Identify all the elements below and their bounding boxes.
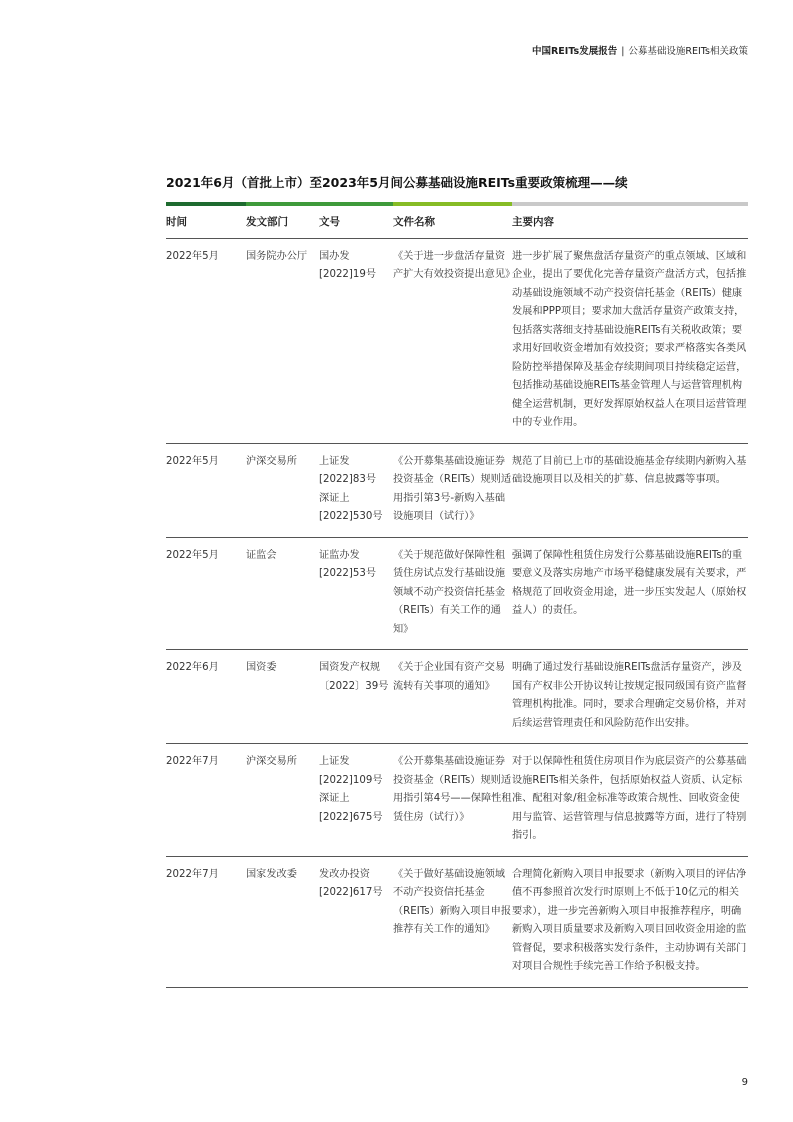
cell-doc: [319, 238, 393, 443]
cell-date: 2022年7月: [166, 856, 246, 987]
table-row: [166, 238, 748, 443]
table-row: [166, 443, 748, 537]
table-row: [166, 856, 748, 987]
header-section-title: 公募基础设施REITs相关政策: [628, 46, 748, 57]
header-separator: |: [621, 46, 625, 57]
doc-number: 上证发[2022]109号: [319, 756, 383, 786]
header-color-bar: [166, 202, 748, 206]
page-number: 9: [741, 1077, 748, 1088]
cell-date: 2022年5月: [166, 537, 246, 650]
cell-content: 强调了保障性租赁住房发行公募基础设施REITs的重要意义及落实房地产市场平稳健康发展有关要求，严格规范了回收资金用途，进一步压实发起人（原始权益人）的责任。: [512, 537, 748, 650]
cell-dept: 国务院办公厅: [246, 238, 319, 443]
table-row: [166, 537, 748, 650]
cell-content: 进一步扩展了聚焦盘活存量资产的重点领域、区域和企业，提出了要优化完善存量资产盘活方式，包括推动基础设施领域不动产投资信托基金（REITs）健康发展和PPP项目；要求加大盘活存量资产政策支持，包括落实落细支持基础设施REITs有关税收政策；要求用好回收资金增加有效投资；要求严格落实各类风险防控举措保障及基金存续期间项目持续稳定运营，包括推动基础设施REITs基金管理人与运营管理机构健全运营机制，更好发挥原始权益人在项目运营管理中的专业作用。: [512, 238, 748, 443]
table-row: [166, 650, 748, 744]
cell-doc: [319, 856, 393, 987]
cell-date: 2022年6月: [166, 650, 246, 744]
table-header-row: [166, 208, 748, 238]
cell-date: 2022年7月: [166, 744, 246, 857]
cell-doc-name: 《公开募集基础设施证券投资基金（REITs）规则适用指引第3号-新购入基础设施项目（试行）》: [393, 443, 512, 537]
color-bar-segment-1: [166, 202, 246, 206]
column-header-content: 主要内容: [512, 208, 748, 238]
cell-doc-name: 《公开募集基础设施证券投资基金（REITs）规则适用指引第4号——保障性租赁住房（试行）》: [393, 744, 512, 857]
doc-number: 国资发产权规〔2022〕39号: [319, 662, 389, 692]
column-header-name: 文件名称: [393, 208, 512, 238]
cell-dept: 国家发改委: [246, 856, 319, 987]
table-title: 2021年6月（首批上市）至2023年5月间公募基础设施REITs重要政策梳理——续: [166, 175, 628, 190]
doc-number: 国办发[2022]19号: [319, 250, 377, 280]
cell-date: 2022年5月: [166, 238, 246, 443]
table-row: [166, 744, 748, 857]
color-bar-segment-3: [393, 202, 512, 206]
column-header-dept: 发文部门: [246, 208, 319, 238]
header-report-title: 中国REITs发展报告: [531, 46, 618, 57]
doc-number: 证监办发[2022]53号: [319, 549, 377, 579]
policy-table: [166, 208, 748, 988]
cell-doc: [319, 650, 393, 744]
cell-content: 规范了目前已上市的基础设施基金存续期内新购入基础设施项目以及相关的扩募、信息披露等事项。: [512, 443, 748, 537]
running-header: [532, 43, 748, 57]
cell-date: 2022年5月: [166, 443, 246, 537]
cell-doc-name: 《关于规范做好保障性租赁住房试点发行基础设施领域不动产投资信托基金（REITs）有关工作的通知》: [393, 537, 512, 650]
doc-number: 深证上[2022]675号: [319, 793, 383, 823]
column-header-date: 时间: [166, 208, 246, 238]
cell-doc-name: 《关于企业国有资产交易流转有关事项的通知》: [393, 650, 512, 744]
cell-dept: 沪深交易所: [246, 744, 319, 857]
cell-dept: 沪深交易所: [246, 443, 319, 537]
cell-dept: 证监会: [246, 537, 319, 650]
cell-dept: 国资委: [246, 650, 319, 744]
cell-doc: [319, 443, 393, 537]
doc-number: 上证发[2022]83号: [319, 455, 377, 485]
cell-content: 对于以保障性租赁住房项目作为底层资产的公募基础设施REITs相关条件，包括原始权益人资质、认定标准、配租对象/租金标准等政策合规性、回收资金使用与监管、运营管理与信息披露等方面，进行了特别指引。: [512, 744, 748, 857]
doc-number: 深证上[2022]530号: [319, 492, 383, 522]
doc-number: 发改办投资[2022]617号: [319, 868, 383, 898]
cell-content: 明确了通过发行基础设施REITs盘活存量资产，涉及国有产权非公开协议转让按规定报同级国有资产监督管理机构批准。同时，要求合理确定交易价格，并对后续运营管理责任和风险防范作出安排。: [512, 650, 748, 744]
cell-doc: [319, 537, 393, 650]
cell-content: 合理简化新购入项目申报要求（新购入项目的评估净值不再参照首次发行时原则上不低于10亿元的相关要求），进一步完善新购入项目申报推荐程序，明确新购入项目质量要求及新购入项目回收资金用途的监管督促，要求积极落实发行条件，主动协调有关部门对项目合规性手续完善工作给予积极支持。: [512, 856, 748, 987]
column-header-doc: 文号: [319, 208, 393, 238]
cell-doc-name: 《关于进一步盘活存量资产扩大有效投资提出意见》: [393, 238, 512, 443]
cell-doc: [319, 744, 393, 857]
color-bar-segment-2: [246, 202, 393, 206]
color-bar-segment-4: [512, 202, 748, 206]
cell-doc-name: 《关于做好基础设施领域不动产投资信托基金（REITs）新购入项目申报推荐有关工作的通知》: [393, 856, 512, 987]
